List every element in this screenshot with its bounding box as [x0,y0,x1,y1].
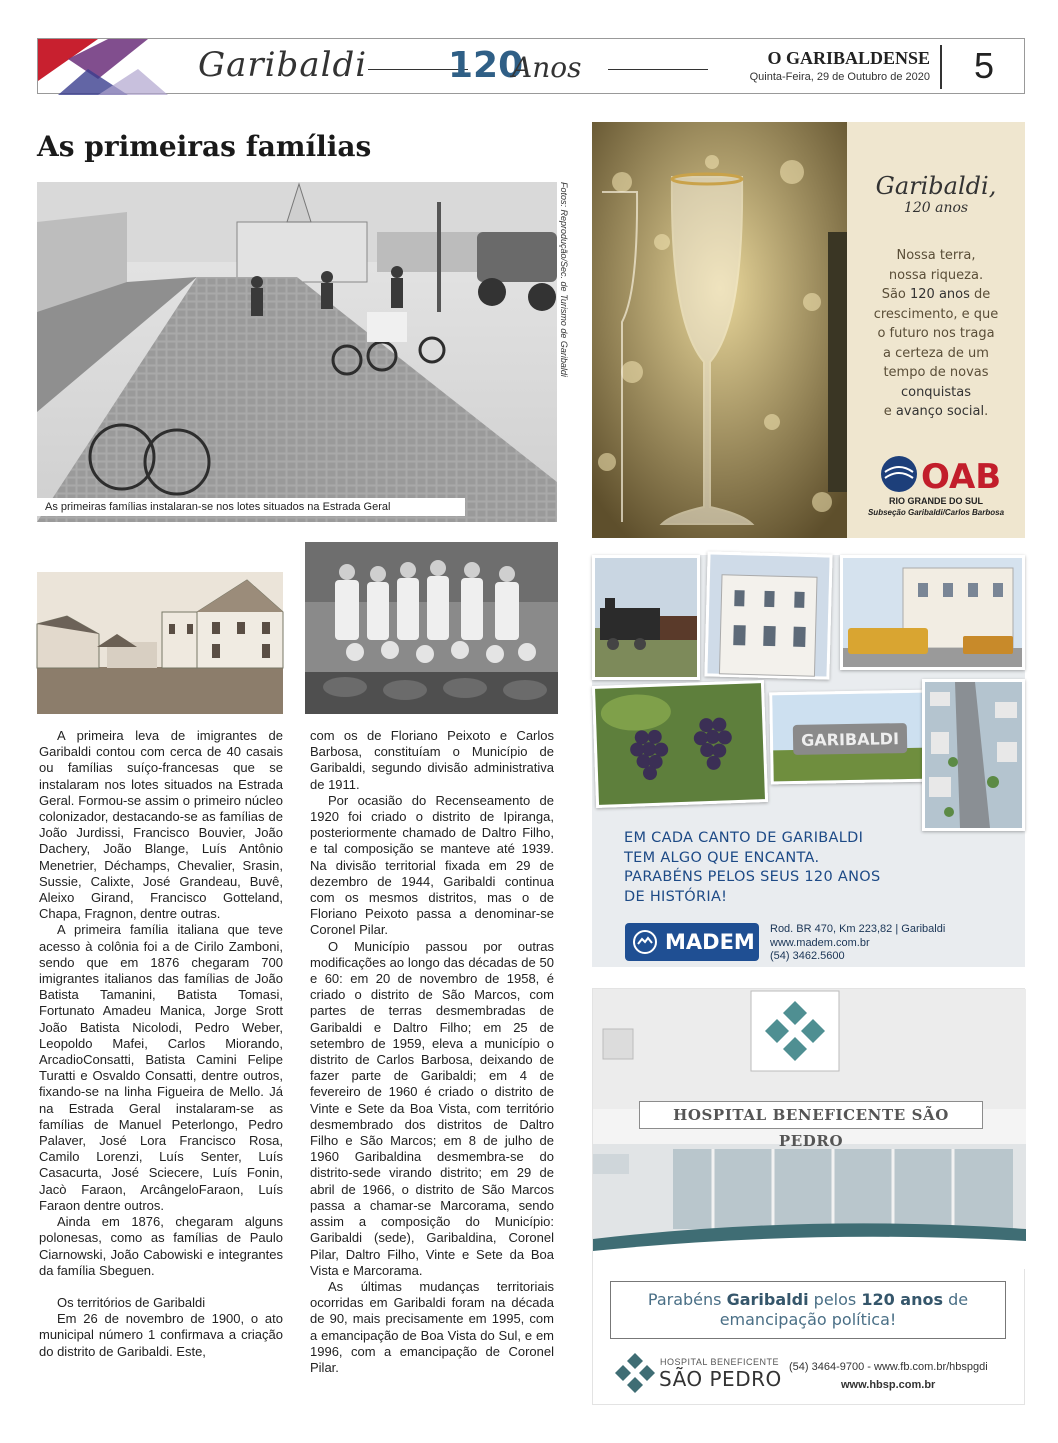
madem-tagline-line: DE HISTÓRIA! [624,888,728,905]
photo-estrada-geral [37,182,557,522]
paragraph: Ainda em 1876, chegaram alguns polonesas, como as famílias de Paulo Ciarnowski, João Cabowiski e integrantes da família Sbeguen. [39,1214,283,1278]
photo-family-harvest [305,542,558,714]
oab-title: Garibaldi, [875,172,997,200]
tile-grapes [592,680,768,808]
tile-street-bus [840,555,1025,670]
newspaper-name: O GARIBALDENSE [767,48,930,68]
madem-tagline-line: PARABÉNS PELOS SEUS 120 ANOS [624,869,881,885]
oab-message-line: nossa riqueza. [888,267,984,283]
header-decoration [38,39,178,95]
hospital-message-line [611,1290,1005,1310]
oab-message [847,246,1025,422]
oab-message-line: tempo de novas [883,365,989,380]
paragraph: As últimas mudanças territoriais ocorridas em Garibaldi foram na década de 90, mais precisamente em 1995, com a emancipação de Boa Vista do Sul, e em 1996, com a emancipação de Coronel Pilar. [310,1278,554,1375]
article-column-2 [310,728,554,1376]
oab-logo-text: OAB [921,457,1002,497]
hospital-name: SÃO PEDRO [659,1367,782,1391]
oab-message-line: crescimento, e que [873,306,999,322]
paragraph: Por ocasião do Recenseamento de 1920 foi criado o distrito de Ipiranga, posteriormente chamado de Daltro Filho, e tal composição se manteve até 1939. Na divisão territorial fixada em 29 de dezembro de 1944, Garibaldi continua com os mesmos distritos, mas o de Floriano Peixoto passa a denominar-se Coronel Pilar. [310,792,554,938]
oab-logo [879,454,1002,497]
tile-aerial-city [922,679,1025,831]
tile-historic-building [704,551,832,679]
oab-highlight: avanço social [895,404,985,419]
oab-subtitle: 120 anos [903,200,969,216]
hospital-building-sign: HOSPITAL BENEFICENTE SÃO PEDRO [639,1101,983,1129]
oab-text-fragment: e [883,404,896,419]
ad-madem [592,555,1025,967]
tile-garibaldi-sign [769,690,931,785]
madem-logo-text: MADEM [665,930,755,954]
header-years-number: 120 [448,45,524,86]
hospital-contact: (54) 3464-9700 - www.fb.com.br/hbspgdi [789,1361,988,1373]
historic-building-image [707,554,829,676]
old-houses-image [37,572,283,714]
madem-address: Rod. BR 470, Km 223,82 | Garibaldi [770,923,946,935]
hospital-logo-icon [613,1351,657,1395]
header-separator [940,45,942,89]
madem-tagline-line: TEM ALGO QUE ENCANTA. [624,849,820,866]
oab-message-line: Nossa terra, [896,248,976,263]
champagne-glasses-image [592,122,848,538]
paragraph: A primeira família italiana que teve acesso à colônia foi a de Cirilo Zamboni, sendo que em 1876 chegaram 700 imigrantes italianos das famílias de João Batista Tamanini, Batista Tomasi, Fortunato Amadeu Manica, Jorge Srott João Batista Nicolodi, Pedro Weber, Leopoldo Mafei, Carlos Miorando, ArcadioConsatti, Batista Camini Felipe Turatti e Osvaldo Consatti, dentre outros, fixando-se na linha Figueira de Mello. Já na Estrada Geral instalaram-se as famílias de Manuel Peterlongo, Pedro Palaver, José Lora Francisco Rosa, Camilo Lorenzi, Luís Senter, Luís Casacurta, José Sciecere, Luís Fonin, Jacò Faraon, ArcângeloFaraon, Luís Faraon dentre outros. [39,922,283,1213]
header-brand-script: Garibaldi [198,45,368,85]
paragraph: A primeira leva de imigrantes de Garibaldi contou com cerca de 40 casais ou famílias suíço-francesas que se instalaram nos lotes situados na Estrada Geral. Formou-se assim o primeiro núcleo colonizador, destacando-se as famílias de João Jurdissi, Francisco Bouvier, João Dachery, João Blange, Luís Antônio Menetrier, Déchamps, Chevalier, Srasin, Sussie, Calixte, José Grandeau, Buvê, Aleixo Girand, Francisco Gotteland, Chapa, Fragnon, dentre outras. [39,728,283,922]
hospital-text-fragment: Parabéns [647,1290,727,1309]
madem-tagline [624,829,880,907]
hospital-website: www.hbsp.com.br [841,1379,936,1391]
madem-logo [625,923,759,961]
oab-message-line [855,285,1017,305]
issue-date: Quinta-Feira, 29 de Outubro de 2020 [749,71,930,83]
oab-subsection: Subseção Garibaldi/Carlos Barbosa [867,508,1005,517]
oab-text-fragment: São [881,287,911,302]
paragraph-continued: com os de Floriano Peixoto e Carlos Barbosa, constituíam o Município de Garibaldi, segundo divisão administrativa de 1911. [310,728,554,792]
hospital-name-small: HOSPITAL BENEFICENTE [660,1357,780,1367]
hospital-message [610,1281,1006,1339]
madem-phone: (54) 3462.5600 [770,950,845,962]
ad-hospital [592,988,1025,1405]
ad-oab [592,122,1025,538]
page-number: 5 [973,45,994,86]
oab-message-line: o futuro nos traga [877,326,995,341]
madem-tagline-line: EM CADA CANTO DE GARIBALDI [624,830,864,846]
page-header [37,38,1025,94]
paragraph: Em 26 de novembro de 1900, o ato municipal número 1 confirmava a criação do distrito de Garibaldi. Este, [39,1311,283,1359]
oab-message-panel [847,122,1025,538]
subheading: Os territórios de Garibaldi [57,1294,206,1310]
madem-website: www.madem.com.br [770,936,870,949]
aerial-city-image [925,682,1022,828]
oab-message-line: a certeza de um [883,345,989,361]
oab-highlight: 120 anos [910,287,970,302]
photo-credit: Fotos: Reprodução/Sec. de Turismo de Garibaldi [559,182,569,377]
garibaldi-sign-text: GARIBALDI [800,729,900,750]
paragraph: O Município passou por outras modificações ao longo das décadas de 50 e 60: em 20 de novembro de 1958, é criado o distrito de São Marcos, com partes de terras desmembradas de Garibaldi e Daltro Filho; em 25 de setembro de 1959, eleva a município o distrito de Carlos Barbosa, deixando de fazer parte de Garibaldi; em 4 de fevereiro de 1960 é criado o distrito de Vinte e Sete da Boa Vista, com território desmembrado dos distritos de Daltro Filho e São Marcos; em 8 de julho de 1960 Garibaldina desmembra-se do distrito-sede virando distrito; em 29 de abril de 1966, o distrito de São Marcos passa a chamar-se Marcorama, sendo assim a composição do Município: Garibaldi (sede), Garibaldina, Coronel Pilar, Daltro Filho, Vinte e Sete da Boa Vista e Marcorama. [310,938,554,1278]
hospital-highlight: Garibaldi [726,1290,809,1309]
photo-old-houses [37,572,283,714]
tile-train [592,555,700,680]
article-column-1 [39,728,283,1360]
madem-logo-icon [633,930,657,954]
hospital-text-fragment: de [943,1290,969,1309]
oab-message-line [855,383,1017,403]
hospital-highlight: 120 anos [861,1290,943,1309]
header-years-word: Anos [512,51,582,84]
hospital-text-fragment: pelos [808,1290,862,1309]
oab-highlight: conquistas [900,384,972,400]
header-rule-right [608,69,708,70]
hospital-message-line: emancipação política! [719,1310,897,1329]
garibaldi-sign-image [772,693,927,782]
grapes-image [595,683,765,805]
oab-message-line [855,402,1017,422]
street-photo-image [37,182,557,522]
family-harvest-image [305,542,558,714]
street-bus-image [843,558,1022,667]
photo-caption: As primeiras famílias instalaran-se nos lotes situados na Estrada Geral [37,498,465,516]
oab-region: RIO GRANDE DO SUL [888,496,983,506]
train-image [595,558,697,677]
oab-text-fragment: . [984,404,989,419]
madem-contact [770,923,945,964]
article-title: As primeiras famílias [37,130,372,163]
oab-text-fragment: de [969,287,991,302]
